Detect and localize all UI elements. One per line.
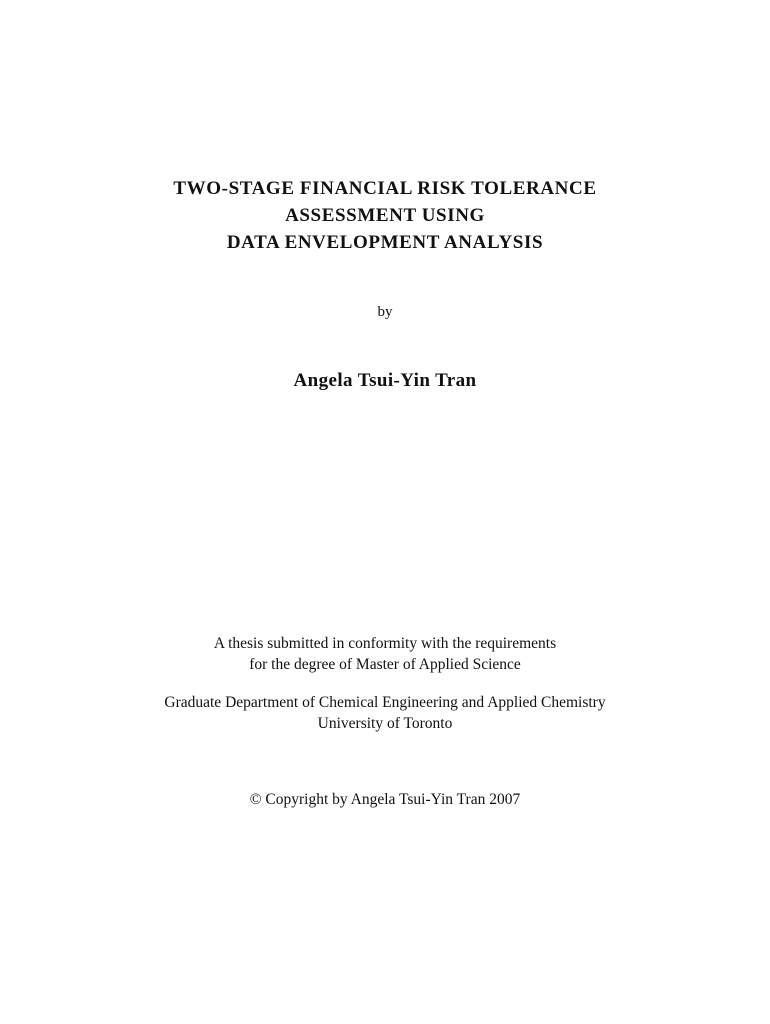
- submission-line: for the degree of Master of Applied Science: [249, 656, 521, 673]
- submission-statement: [0, 633, 770, 675]
- author-name: Angela Tsui-Yin Tran: [293, 370, 477, 391]
- university-line: University of Toronto: [317, 715, 453, 732]
- by-label: by: [377, 304, 393, 320]
- title-line: DATA ENVELOPMENT ANALYSIS: [226, 232, 544, 253]
- thesis-title: [0, 175, 770, 256]
- copyright-notice: © Copyright by Angela Tsui-Yin Tran 2007: [249, 791, 521, 808]
- department-line: Graduate Department of Chemical Engineering and Applied Chemistry: [164, 694, 606, 711]
- submission-line: A thesis submitted in conformity with the requirements: [213, 635, 557, 652]
- affiliation: [0, 692, 770, 734]
- title-line: ASSESSMENT USING: [285, 205, 485, 226]
- title-line: TWO-STAGE FINANCIAL RISK TOLERANCE: [173, 178, 597, 199]
